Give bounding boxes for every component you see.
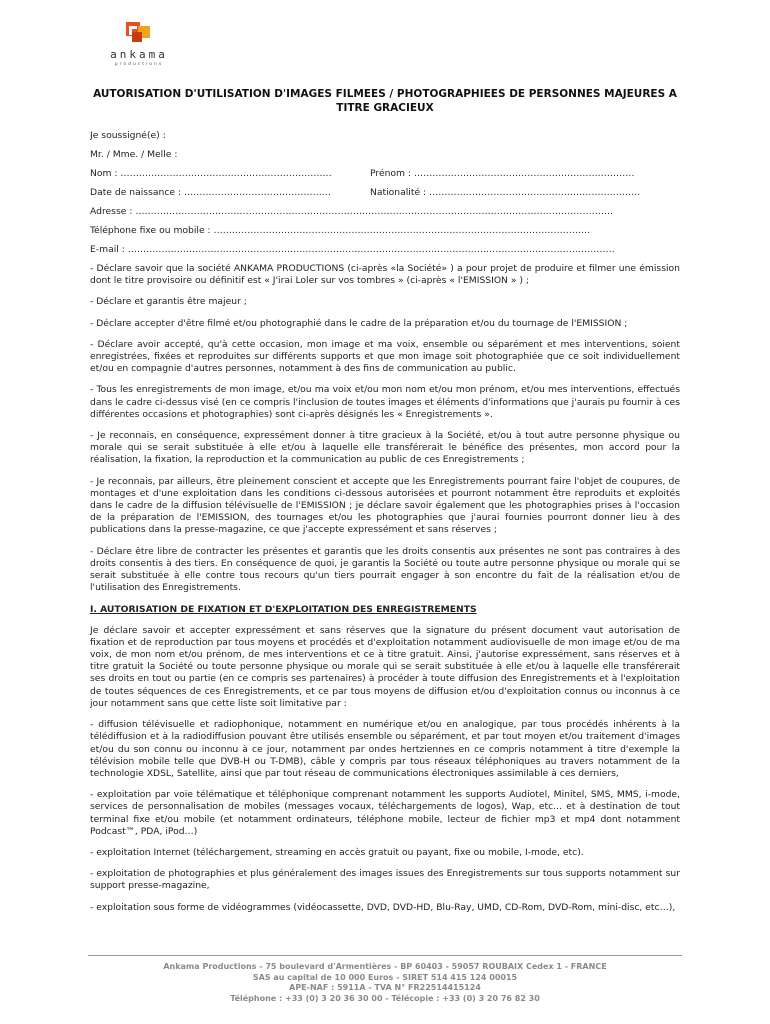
paragraph-societe: - Déclare savoir que la société ANKAMA PRODUCTIONS (ci-après «la Société» ) a pour projet de produire et filmer une émission dont le titre provisoire ou définitif est « J'irai Loler sur vos tombres » (ci-après « l'EMISSION » ) ; [90,263,680,287]
logo-wordmark: ankama [110,48,168,61]
civilite-label: Mr. / Mme. / Melle : [90,149,178,160]
paragraph-majeur: - Déclare et garantis être majeur ; [90,296,247,308]
footer [90,962,680,1004]
nationalite-field: Nationalité : …………………………………………………………… [370,187,641,198]
soussigne-label: Je soussigné(e) : [90,130,166,141]
ankama-logo [104,20,174,78]
paragraph-libre: - Déclare être libre de contracter les présentes et garantis que les droits consentis aux présentes ne sont pas contraires à des droits consentis à des tiers. En conséquence de quoi, je garantis la Société ou toute autre personne physique ou morale qui se serait substituée à elle contre tous recours qu'un tiers pourrait engager à son encontre du fait de la réalisation et/ou de l'utilisation des Enregistrements. [90,545,680,594]
paragraph-filme: - Déclare accepter d'être filmé et/ou photographié dans le cadre de la préparation et/ou du tournage de l'EMISSION ; [90,317,628,329]
paragraph-coupures: - Je reconnais, par ailleurs, être pleinement conscient et accepte que les Enregistrements pourrant faire l'objet de coupures, de montages et d'une exploitation dans les conditions ci-dessous autorisées et pourront notamment être reproduits et exploités dans le cadre de la diffusion télévisuelle de l'EMISSION ; je déclare savoir également que les photographies prises à l'occasion de la préparation de l'EMISSION, des tournages et/ou les photographies que j'aurai fournies pourront donner lieu à des publications dans la presse-magazine, ce que j'accepte expressément et sans réserves ; [90,475,680,536]
section-paragraph-telematique: - exploitation par voie télématique et téléphonique comprenant notamment les supports Audiotel, Minitel, SMS, MMS, i-mode, services de personnalisation de mobiles (messages vocaux, téléchargements de logos), Wap, etc... et à destination de tout terminal fixe et/ou mobile (et notamment ordinateurs, téléphone mobile, lecteur de fichier mp3 et mp4 dont notamment Podcast™, PDA, iPod…) [90,789,680,837]
footer-capital: SAS au capital de 10 000 Euros - SIRET 514 415 124 00015 [252,972,518,982]
paragraph-reconnais: - Je reconnais, en conséquence, expressément donner à titre gracieux à la Société, et/ou à tout autre personne physique ou morale qui se serait substituée à elle et/ou à laquelle elle transférerait le bénéfice des présentes, mon accord pour la réalisation, la fixation, la reproduction et la communication au public de ces Enregistrements ; [90,430,680,466]
document-body [90,130,680,923]
section-paragraph-autorisation: Je déclare savoir et accepter expressément et sans réserves que la signature du présent document vaut autorisation de fixation et de reproduction par tous moyens et procédés et d'exploitation notamment audiovisuelle de mon image et/ou de ma voix, de mon nom et/ou prénom, de mes interventions et ce à titre gratuit. Ainsi, j'autorise expressément, sans réserves et à titre gratuit la Société ou toute personne physique ou morale qui se serait substituée à elle et/ou à laquelle elle transférerait ses droits en tout ou partie (en ce compris ses partenaires) à procéder à toute diffusion des Enregistrements et à l'exploitation de toutes séquences de ces Enregistrements, et ce par tous moyens de diffusion et/ou d'exploitation connus ou inconnus à ce jour notamment sans que cette liste soit limitative par : [90,624,680,709]
paragraph-accepte: - Déclare avoir accepté, qu'à cette occasion, mon image et ma voix, ensemble ou séparément et mes interventions, soient enregistrées, fixées et reproduites sur différents supports et que mon image soit photographiée que ce soit individuellement et/ou en compagnie d'autres personnes, notamment à des fins de communication au public. [90,338,680,375]
section-paragraph-photographies: - exploitation de photographies et plus généralement des images issues des Enregistrements sur tous supports notamment sur support presse-magazine, [90,868,680,892]
document-title: AUTORISATION D'UTILISATION D'IMAGES FILMEES / PHOTOGRAPHIEES DE PERSONNES MAJEURES A TITRE GRACIEUX [93,88,677,114]
paragraph-enregistrements: - Tous les enregistrements de mon image, et/ou ma voix et/ou mon nom et/ou mon prénom, et/ou mes interventions, effectués dans le cadre ci-dessus visé (en ce compris l'inclusion de toutes images et éléments d'informations que j'aurais pu fournir à ces différentes occasions et photographies) sont ci-après désignés les « Enregistrements ». [90,384,680,420]
prenom-field: Prénom : ……………………………………………………………… [370,168,635,179]
section-paragraph-television: - diffusion télévisuelle et radiophonique, notamment en numérique et/ou en analogique, par tous procédés inhérents à la télédiffusion et à la radiodiffusion pouvant être utilisés ensemble ou séparément, et par tout moyen et/ou traitement d'images et/ou du son connu ou inconnu à ce jour, notamment par ondes hertziennes en ce compris notamment à titre d'exemple la télévision mobile telle que DVB-H ou T-DMB), câble y compris par tous réseaux téléphoniques au travers notamment de la technologie XDSL, Satellite, ainsi que par tout réseau de communications électroniques assimilable à ces derniers, [90,719,680,779]
name-row [90,168,680,180]
birth-row [90,187,680,199]
footer-divider [88,955,682,956]
section-paragraph-videogrammes: - exploitation sous forme de vidéogrammes (vidéocassette, DVD, DVD-HD, Blu-Ray, UMD, CD-Rom, DVD-Rom, mini-disc, etc…), [90,901,676,913]
email-field: E-mail : …………………………………………………………………………………………………………………………………………… [90,244,615,255]
ankama-logo-icon [120,20,160,46]
footer-address: Ankama Productions - 75 boulevard d'Armentières - BP 60403 - 59057 ROUBAIX Cedex 1 - FRANCE [163,962,607,971]
section-paragraph-internet: - exploitation Internet (téléchargement, streaming en accès gratuit ou payant, fixe ou mobile, I-mode, etc). [90,846,584,858]
footer-phone: Téléphone : +33 (0) 3 20 36 30 00 - Télécopie : +33 (0) 3 20 76 82 30 [230,993,540,1003]
logo-subtitle: productions [114,62,164,67]
adresse-field: Adresse : ………………………………………………………………………………………………………………………………………… [90,206,614,217]
naissance-field: Date de naissance : ………………………………………… [90,187,331,198]
footer-ape: APE-NAF : 5911A - TVA N° FR22514415124 [289,983,481,992]
section-title: I. AUTORISATION DE FIXATION ET D'EXPLOITATION DES ENREGISTREMENTS [90,604,477,616]
nom-field: Nom : …………………………………………………………… [90,168,332,179]
telephone-field: Téléphone fixe ou mobile : …………………………………………………………………………………………………………… [90,225,591,236]
